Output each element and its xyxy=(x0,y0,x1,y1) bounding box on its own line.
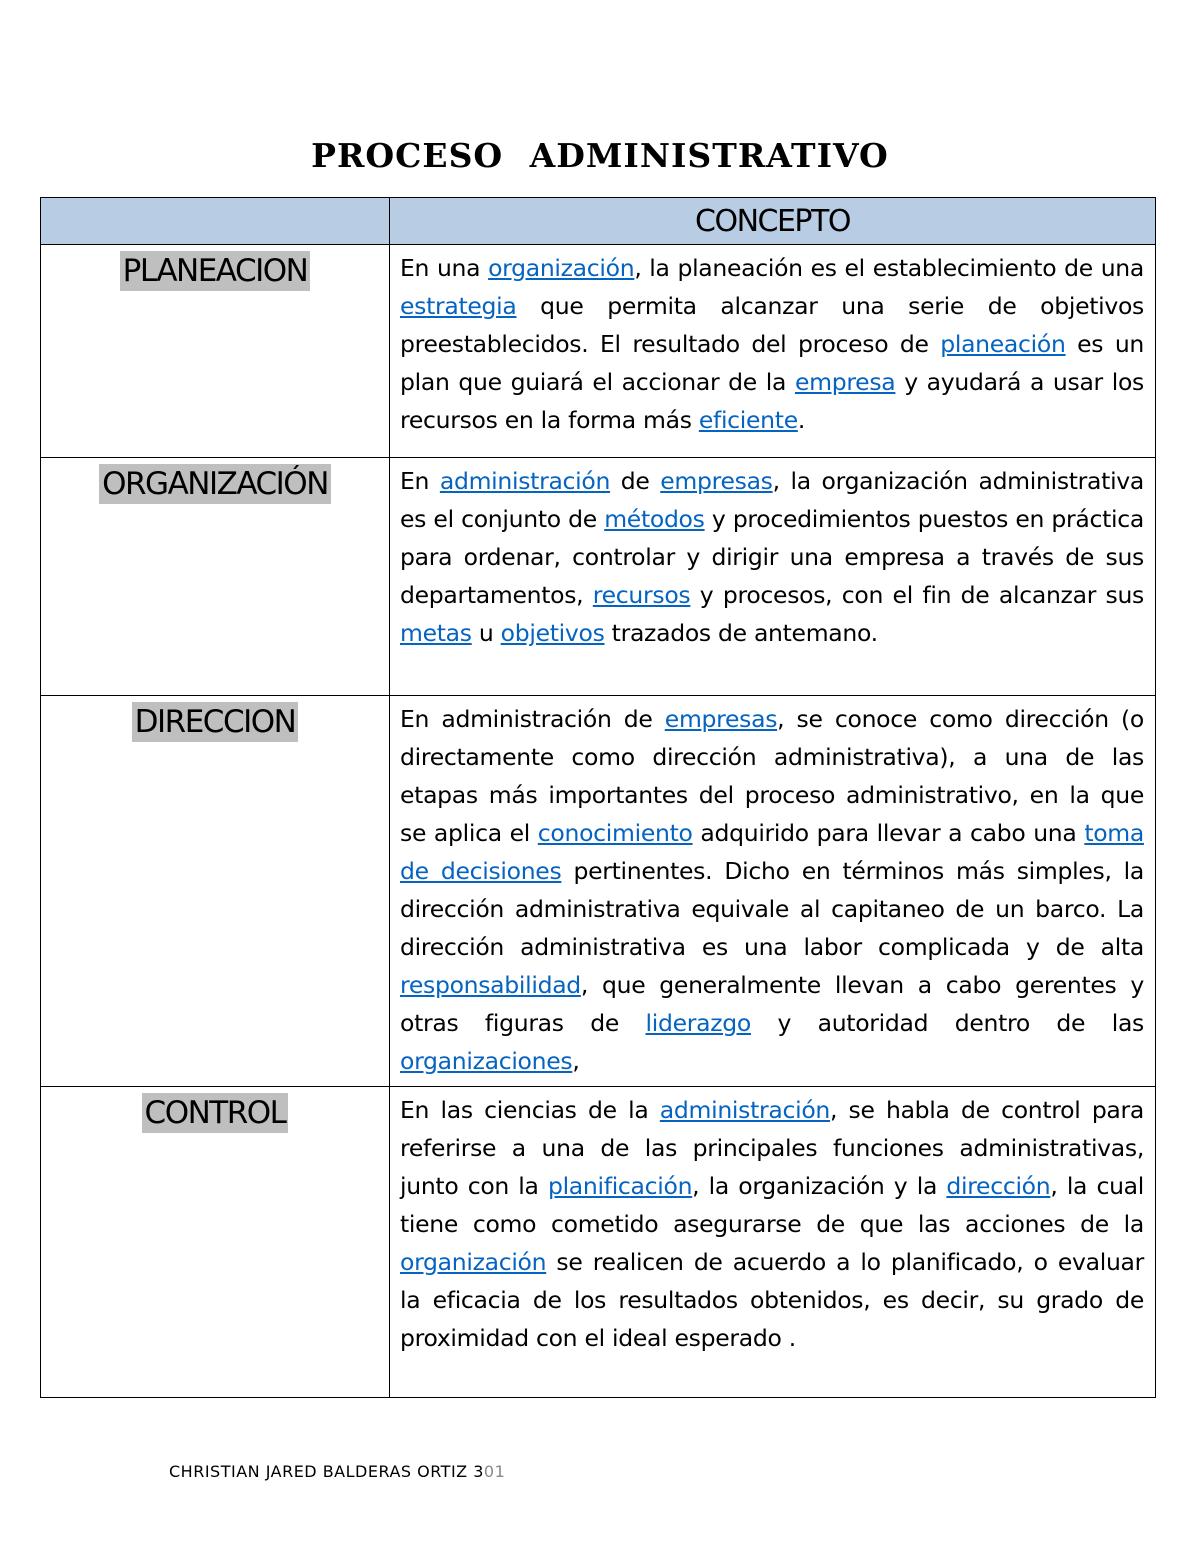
text-segment: y ayudará a usar los recursos en la forma más xyxy=(400,368,1144,434)
concept-text xyxy=(390,245,1155,445)
hyperlink[interactable]: conocimiento xyxy=(537,819,693,847)
hyperlink[interactable]: administración xyxy=(439,467,611,495)
concept-text xyxy=(390,1087,1155,1363)
document-title: PROCESO ADMINISTRATIVO xyxy=(311,136,889,175)
hyperlink[interactable]: administración xyxy=(659,1096,830,1124)
hyperlink[interactable]: estrategia xyxy=(400,292,517,320)
hyperlink[interactable]: dirección xyxy=(946,1172,1051,1200)
table-row xyxy=(41,1087,1156,1398)
table-row xyxy=(41,696,1156,1087)
text-segment: que permita alcanzar una serie de objetivos preestablecidos. El resultado del proceso de xyxy=(400,292,1144,358)
hyperlink[interactable]: empresas xyxy=(660,467,773,495)
concept-table xyxy=(40,197,1156,1398)
text-segment: En xyxy=(400,467,440,495)
text-segment: . xyxy=(797,406,806,434)
hyperlink[interactable]: empresa xyxy=(794,368,896,396)
table-row xyxy=(41,245,1156,458)
header-empty-cell xyxy=(41,198,390,245)
hyperlink[interactable]: responsabilidad xyxy=(400,971,581,999)
text-segment: , se habla de control para referirse a una de las principales funciones administrativas, junto con la xyxy=(400,1096,1144,1200)
text-segment: En las ciencias de la xyxy=(400,1096,660,1124)
text-segment: y procesos, con el fin de alcanzar sus xyxy=(690,581,1144,609)
hyperlink[interactable]: metas xyxy=(400,619,472,647)
text-segment: adquirido para llevar a cabo una xyxy=(692,819,1085,847)
text-segment: En administración de xyxy=(400,705,665,733)
term-label: CONTROL xyxy=(142,1093,289,1133)
text-segment: , la organización y la xyxy=(692,1172,947,1200)
text-segment: u xyxy=(471,619,501,647)
term-label: DIRECCION xyxy=(132,702,299,742)
text-segment: y autoridad dentro de las xyxy=(750,1009,1144,1037)
table-row xyxy=(41,458,1156,696)
concept-text xyxy=(390,696,1155,1086)
footer-page-number: 01 xyxy=(483,1462,506,1481)
hyperlink[interactable]: eficiente xyxy=(698,406,798,434)
hyperlink[interactable]: organizaciones xyxy=(400,1047,573,1075)
text-segment: trazados de antemano. xyxy=(604,619,878,647)
hyperlink[interactable]: métodos xyxy=(604,505,705,533)
footer xyxy=(169,1462,505,1481)
hyperlink[interactable]: planeación xyxy=(940,330,1066,358)
text-segment: , se conoce como dirección (o directamente como dirección administrativa), a una de las etapas más importantes del proceso administrativo, en la que se aplica el xyxy=(400,705,1144,847)
hyperlink[interactable]: toma de decisiones xyxy=(400,819,1144,885)
text-segment: , la planeación es el establecimiento de una xyxy=(634,254,1144,282)
header-concept: CONCEPTO xyxy=(390,198,1156,245)
hyperlink[interactable]: organización xyxy=(400,1248,547,1276)
text-segment: , la cual tiene como cometido asegurarse de que las acciones de la xyxy=(400,1172,1145,1238)
footer-author: CHRISTIAN JARED BALDERAS ORTIZ 3 xyxy=(169,1462,484,1481)
text-segment: , xyxy=(572,1047,580,1075)
text-segment: En una xyxy=(400,254,489,282)
hyperlink[interactable]: empresas xyxy=(664,705,778,733)
text-segment: , la organización administrativa es el conjunto de xyxy=(400,467,1145,533)
hyperlink[interactable]: recursos xyxy=(592,581,691,609)
text-segment: y procedimientos puestos en práctica para ordenar, controlar y dirigir una empresa a través de sus departamentos, xyxy=(400,505,1144,609)
hyperlink[interactable]: liderazgo xyxy=(645,1009,751,1037)
hyperlink[interactable]: planificación xyxy=(547,1172,693,1200)
term-label: ORGANIZACIÓN xyxy=(99,464,331,504)
hyperlink[interactable]: objetivos xyxy=(500,619,605,647)
text-segment: de xyxy=(610,467,661,495)
text-segment: se realicen de acuerdo a lo planificado, o evaluar la eficacia de los resultados obtenidos, es decir, su grado de proximidad con el ideal esperado . xyxy=(400,1248,1144,1352)
text-segment: es un plan que guiará el accionar de la xyxy=(400,330,1145,396)
concept-text xyxy=(390,458,1155,658)
term-label: PLANEACION xyxy=(120,251,311,291)
table-header-row xyxy=(41,198,1156,245)
text-segment: pertinentes. Dicho en términos más simples, la dirección administrativa equivale al capitaneo de un barco. La dirección administrativa es una labor complicada y de alta xyxy=(400,857,1145,961)
text-segment: , que generalmente llevan a cabo gerentes y otras figuras de xyxy=(400,971,1144,1037)
hyperlink[interactable]: organización xyxy=(488,254,635,282)
